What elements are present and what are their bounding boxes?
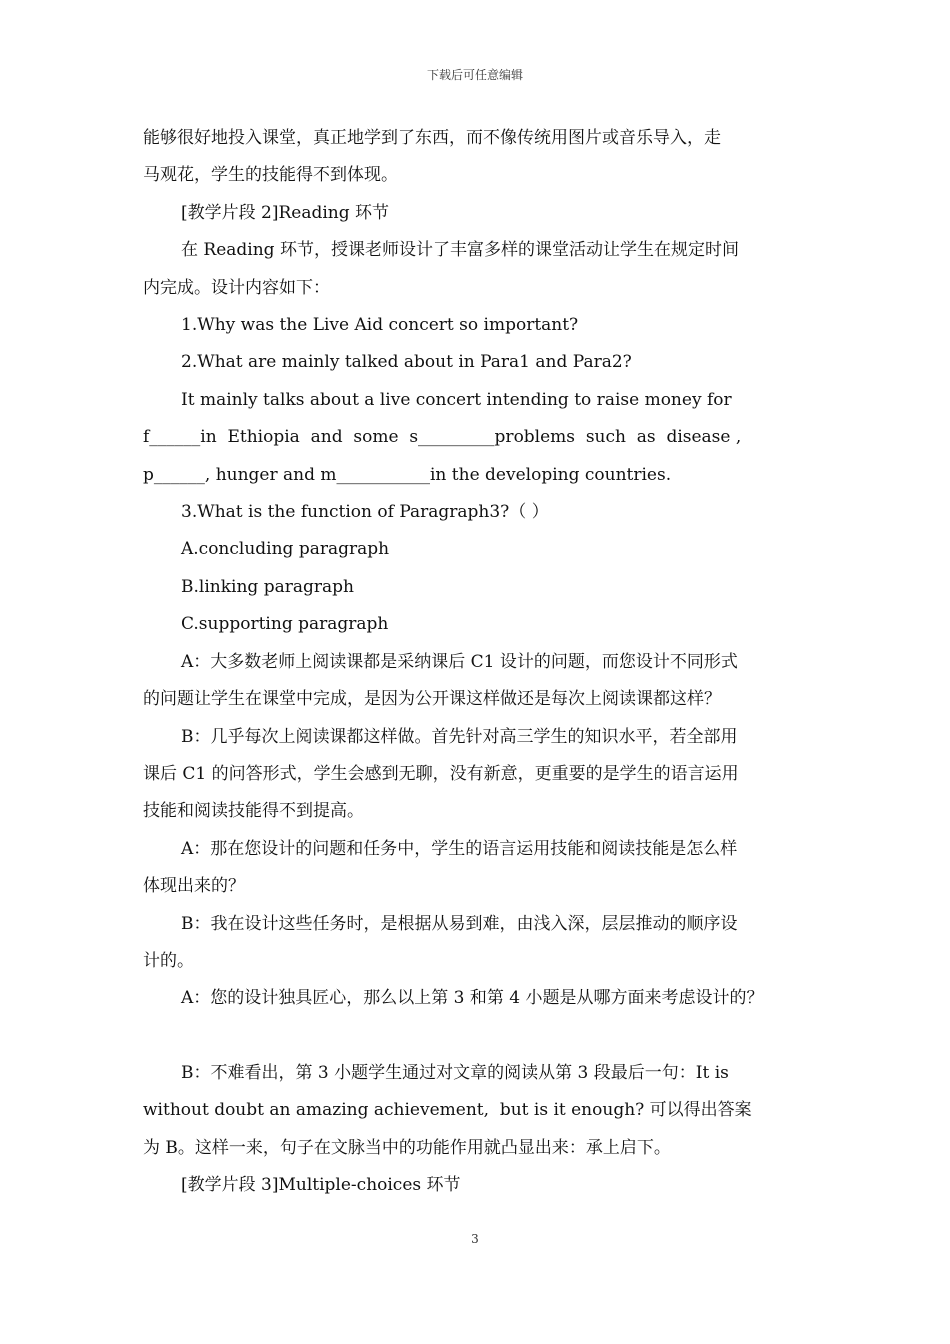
- text-line: A：您的设计独具匠心，那么以上第 3 和第 4 小题是从哪方面来考虑设计的？: [181, 988, 764, 1009]
- text-line: 内完成。设计内容如下：: [143, 277, 330, 298]
- text-line: 在 Reading 环节，授课老师设计了丰富多样的课堂活动让学生在规定时间: [181, 240, 739, 261]
- text-line: 体现出来的？: [143, 876, 245, 897]
- question-item: [143, 307, 808, 344]
- text-line: 计的。: [143, 950, 194, 971]
- text-line: 技能和阅读技能得不到提高。: [143, 801, 364, 822]
- question-item: [143, 344, 808, 381]
- text-line: p______, hunger and m___________in the developing countries.: [143, 464, 672, 485]
- text-line: 1.Why was the Live Aid concert so important?: [181, 315, 579, 336]
- text-line: f______in Ethiopia and some s_________problems such as disease ,: [143, 427, 742, 448]
- paragraph: [143, 232, 808, 307]
- paragraph: [143, 382, 808, 494]
- text-line: B：不难看出，第 3 小题学生通过对文章的阅读从第 3 段最后一句：It is: [181, 1062, 729, 1083]
- text-line: A：大多数老师上阅读课都是采纳课后 C1 设计的问题，而您设计不同形式: [181, 651, 738, 672]
- paragraph: [143, 719, 808, 831]
- paragraph: [143, 980, 808, 1017]
- text-line: [教学片段 2]Reading 环节: [181, 202, 390, 223]
- text-line: C.supporting paragraph: [181, 614, 389, 635]
- text-line: 能够很好地投入课堂，真正地学到了东西，而不像传统用图片或音乐导入，走: [143, 128, 721, 148]
- question-item: [143, 494, 808, 531]
- option-item: [143, 606, 808, 643]
- blank-line: [143, 1018, 808, 1055]
- text-line: [教学片段 3]Multiple-choices 环节: [181, 1174, 461, 1195]
- text-line: without doubt an amazing achievement, but is it enough? 可以得出答案: [143, 1100, 752, 1121]
- text-line: A.concluding paragraph: [181, 539, 390, 560]
- text-line: 课后 C1 的问答形式，学生会感到无聊，没有新意，更重要的是学生的语言运用: [143, 763, 739, 784]
- text-line: B：几乎每次上阅读课都这样做。首先针对高三学生的知识水平，若全部用: [181, 726, 738, 747]
- section-heading: [143, 195, 808, 232]
- text-line: It mainly talks about a live concert intending to raise money for: [181, 389, 732, 410]
- option-item: [143, 531, 808, 568]
- page-number: 3: [471, 1232, 479, 1246]
- paragraph: [143, 831, 808, 906]
- text-line: B：我在设计这些任务时，是根据从易到难，由浅入深，层层推动的顺序设: [181, 913, 738, 934]
- document-body: [143, 120, 808, 1204]
- text-line: 为 B。这样一来，句子在文脉当中的功能作用就凸显出来：承上启下。: [143, 1137, 671, 1158]
- text-line: 3.What is the function of Paragraph3?（ ）: [181, 502, 549, 523]
- section-heading: [143, 1167, 808, 1204]
- paragraph: [143, 120, 808, 195]
- paragraph: [143, 1055, 808, 1167]
- paragraph: [143, 644, 808, 719]
- text-line: B.linking paragraph: [181, 576, 354, 597]
- text-line: 马观花，学生的技能得不到体现。: [143, 165, 398, 186]
- option-item: [143, 569, 808, 606]
- text-line: A：那在您设计的问题和任务中，学生的语言运用技能和阅读技能是怎么样: [181, 838, 738, 859]
- paragraph: [143, 906, 808, 981]
- text-line: 2.What are mainly talked about in Para1 and Para2?: [181, 352, 632, 373]
- page-header: 下载后可任意编辑: [426, 68, 523, 82]
- text-line: 的问题让学生在课堂中完成，是因为公开课这样做还是每次上阅读课都这样？: [143, 689, 721, 710]
